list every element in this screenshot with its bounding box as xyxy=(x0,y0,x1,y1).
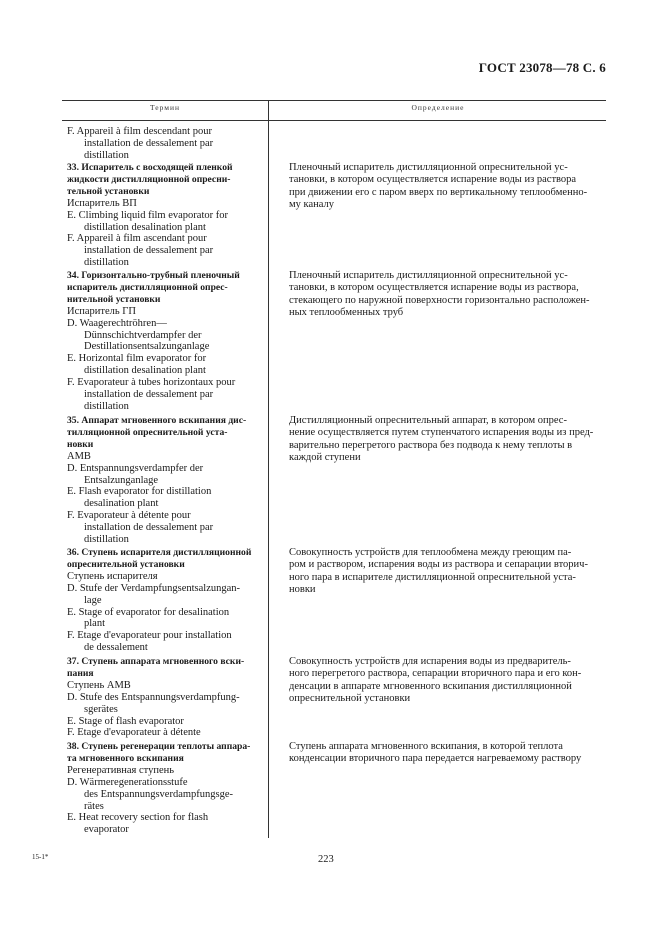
term-line: F. Appareil à film ascendant pour xyxy=(67,233,207,245)
term-cell xyxy=(67,126,266,162)
term-title-line: 36. Ступень испарителя дистилляционной xyxy=(67,547,252,558)
term-line: E. Stage of flash evaporator xyxy=(67,715,184,727)
definition-line: денсации в аппарате мгновенного вскипания дистилляционной xyxy=(289,680,572,692)
term-cell xyxy=(67,415,266,546)
term-line: Регенеративная ступень xyxy=(67,764,175,776)
definition-line: варительно перегретого раствора без подвода к нему теплоты в xyxy=(289,439,573,451)
term-line: distillation xyxy=(84,400,129,412)
term-title-line: тельной установки xyxy=(67,185,150,197)
definition-line: опреснительной установки xyxy=(289,692,411,704)
column-header-definition: Определение xyxy=(411,103,465,112)
definition-line: каждой ступени xyxy=(289,451,361,463)
term-line: de dessalement xyxy=(84,642,148,654)
term-line: Dünnschichtverdampfer der xyxy=(84,329,202,341)
term-line: D. Stufe der Verdampfungsentsalzungan- xyxy=(67,582,241,594)
term-title-line: пания xyxy=(67,667,94,679)
definition-line: Совокупность устройств для теплообмена между греющим па- xyxy=(289,547,572,558)
term-title-line: 34. Горизонтально-трубный пленочный xyxy=(67,270,240,281)
term-line: distillation xyxy=(84,534,129,546)
term-line: lage xyxy=(84,594,102,606)
definition-line: тановки, в котором осуществляется испарение воды из раствора xyxy=(289,174,577,186)
term-line: Ступень АМВ xyxy=(67,679,131,691)
term-title-line: 38. Ступень регенерации теплоты аппара- xyxy=(67,741,251,752)
term-line: E. Horizontal film evaporator for xyxy=(67,353,207,365)
term-cell xyxy=(67,270,266,413)
term-title-line: тилляционной опреснительной уста- xyxy=(67,426,228,438)
definition-cell xyxy=(289,162,605,211)
term-line: D. Waagerechtröhren— xyxy=(67,317,167,329)
term-line: Destillationsentsalzunganlage xyxy=(84,341,210,353)
term-line: desalination plant xyxy=(84,498,159,510)
term-title-line: жидкости дистилляционной опресни- xyxy=(67,173,231,185)
definition-cell xyxy=(289,415,605,464)
definition-line: конденсации вторичного пара передается нагреваемому раствору xyxy=(289,753,582,765)
term-line: evaporator xyxy=(84,824,129,836)
term-line: installation de dessalement par xyxy=(84,389,214,401)
table-top-rule xyxy=(62,100,606,101)
term-cell xyxy=(67,741,266,836)
definition-line: ром и раствором, испарения воды из раствора и сепарации вторич- xyxy=(289,559,588,571)
definition-line: тановки, в котором осуществляется испарение воды из раствора, xyxy=(289,282,579,294)
page-number: 223 xyxy=(318,854,334,865)
term-line: installation de dessalement par xyxy=(84,137,214,149)
term-line: F. Etage d'evaporateur à détente xyxy=(67,727,201,739)
definition-line: стекающего по наружной поверхности горизонтально расположен- xyxy=(289,294,590,306)
term-line: plant xyxy=(84,618,105,630)
term-line: Entsalzunganlage xyxy=(84,474,159,486)
term-line: distillation xyxy=(84,257,129,269)
sheet-mark: 15-1* xyxy=(32,853,49,861)
definition-line: Ступень аппарата мгновенного вскипания, в которой теплота xyxy=(289,741,563,752)
column-header-term: Термин xyxy=(149,103,181,112)
definition-line: ных теплообменных труб xyxy=(289,306,404,318)
term-line: E. Stage of evaporator for desalination xyxy=(67,606,230,618)
definition-line: новки xyxy=(289,583,316,595)
term-line: D. Stufe des Entspannungsverdampfung- xyxy=(67,691,240,703)
term-title-line: 37. Ступень аппарата мгновенного вски- xyxy=(67,656,245,667)
definition-cell xyxy=(289,656,605,705)
term-line: distillation desalination plant xyxy=(84,221,206,233)
term-line: АМВ xyxy=(67,450,91,462)
term-line: des Entspannungsverdampfungsge- xyxy=(84,788,234,800)
term-line: Ступень испарителя xyxy=(67,570,158,582)
term-title-line: новки xyxy=(67,438,94,450)
definition-line: ного перегретого раствора, сепарации вторичного пара и его кон- xyxy=(289,668,582,680)
table-header-rule xyxy=(62,120,606,121)
term-line: D. Wärmeregenerationsstufe xyxy=(67,776,188,788)
term-line: installation de dessalement par xyxy=(84,245,214,257)
definition-cell xyxy=(289,741,605,766)
term-line: F. Evaporateur à détente pour xyxy=(67,510,191,522)
definition-cell xyxy=(289,547,605,596)
term-line: F. Appareil à film descendant pour xyxy=(67,126,212,137)
term-line: E. Flash evaporator for distillation xyxy=(67,486,212,498)
term-title-line: нительной установки xyxy=(67,293,161,305)
definition-line: му каналу xyxy=(289,198,334,210)
column-divider xyxy=(268,100,269,838)
definition-line: нение осуществляется путем ступенчатого испарения воды из пред- xyxy=(289,427,594,439)
term-title-line: 33. Испаритель с восходящей пленкой xyxy=(67,162,233,173)
definition-line: Дистилляционный опреснительный аппарат, в котором опрес- xyxy=(289,415,567,426)
term-cell xyxy=(67,162,266,269)
term-line: distillation desalination plant xyxy=(84,365,206,377)
term-title-line: опреснительной установки xyxy=(67,558,185,570)
term-line: Испаритель ВП xyxy=(67,197,137,209)
term-title-line: та мгновенного вскипания xyxy=(67,752,184,764)
term-line: F. Etage d'evaporateur pour installation xyxy=(67,630,232,642)
definition-line: Совокупность устройств для испарения воды из предваритель- xyxy=(289,656,571,667)
term-line: F. Evaporateur à tubes horizontaux pour xyxy=(67,377,236,389)
term-line: E. Climbing liquid film evaporator for xyxy=(67,209,228,221)
term-cell xyxy=(67,656,266,739)
term-line: distillation xyxy=(84,149,129,161)
term-line: installation de dessalement par xyxy=(84,522,214,534)
term-line: rätes xyxy=(84,800,104,812)
page-header: ГОСТ 23078—78 С. 6 xyxy=(478,60,606,75)
term-line: D. Entspannungsverdampfer der xyxy=(67,462,204,474)
definition-line: Пленочный испаритель дистилляционной опреснительной ус- xyxy=(289,162,568,173)
term-line: Испаритель ГП xyxy=(67,305,136,317)
definition-line: Пленочный испаритель дистилляционной опреснительной ус- xyxy=(289,270,568,281)
term-title-line: испаритель дистилляционной опрес- xyxy=(67,281,228,293)
term-line: E. Heat recovery section for flash xyxy=(67,812,209,824)
term-cell xyxy=(67,547,266,654)
term-line: sgerätes xyxy=(84,703,118,715)
definition-line: при движении его с паром вверх по вертикальному теплообменно- xyxy=(289,186,588,198)
definition-line: ного пара в испарителе дистилляционной опреснительной уста- xyxy=(289,571,576,583)
definition-cell xyxy=(289,270,605,319)
term-title-line: 35. Аппарат мгновенного вскипания дис- xyxy=(67,415,247,426)
